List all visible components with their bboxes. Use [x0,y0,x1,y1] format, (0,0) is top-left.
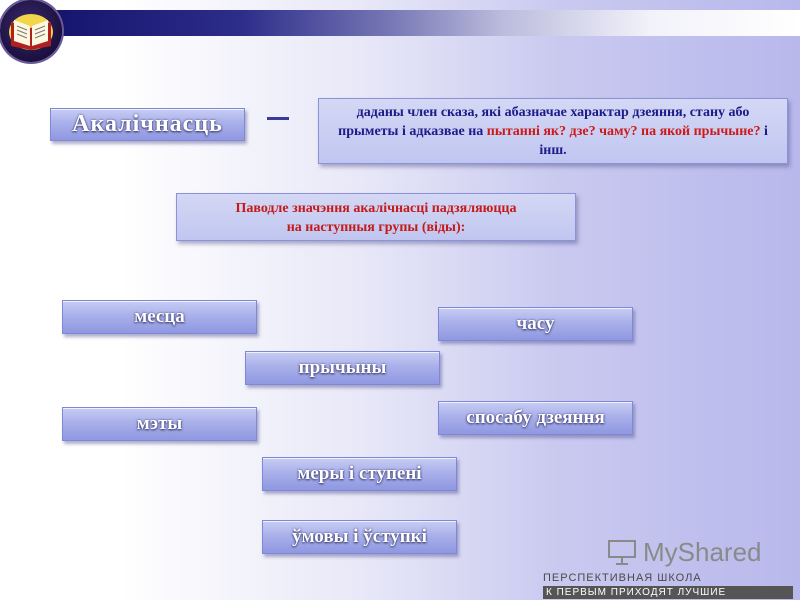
definition-text: даданы член сказа, які абазначае характар дзеяння, стану або прыметы і адказвае на [338,105,750,139]
category-cause[interactable]: прычыны [245,351,440,385]
definition-tail: і інш. [539,124,768,158]
definition-questions: пытанні як? дзе? чаму? па якой прычыне? [486,124,761,139]
definition-box [318,98,788,164]
watermark [607,537,762,567]
groups-heading-box [176,193,576,241]
category-purpose[interactable]: мэты [62,407,257,441]
category-place[interactable]: месца [62,300,257,334]
category-degree[interactable]: меры і ступені [262,457,457,491]
presentation-icon [607,538,637,566]
groups-heading-line2: на наступныя групы (віды): [286,220,466,235]
category-time[interactable]: часу [438,307,633,341]
school-name: ПЕРСПЕКТИВНАЯ ШКОЛА [543,572,702,584]
groups-heading-line1: Паводле значэння акалічнасці падзяляюцца [235,201,517,216]
header-bar [55,10,800,36]
dash-separator [267,117,289,120]
school-slogan: К ПЕРВЫМ ПРИХОДЯТ ЛУЧШИЕ [543,586,793,599]
watermark-text: MyShared [643,536,762,567]
category-manner[interactable]: спосабу дзеяння [438,401,633,435]
category-condition-concession[interactable]: ўмовы і ўступкі [262,520,457,554]
topic-title: Акалічнасць [50,108,245,141]
book-logo-icon [0,0,62,62]
